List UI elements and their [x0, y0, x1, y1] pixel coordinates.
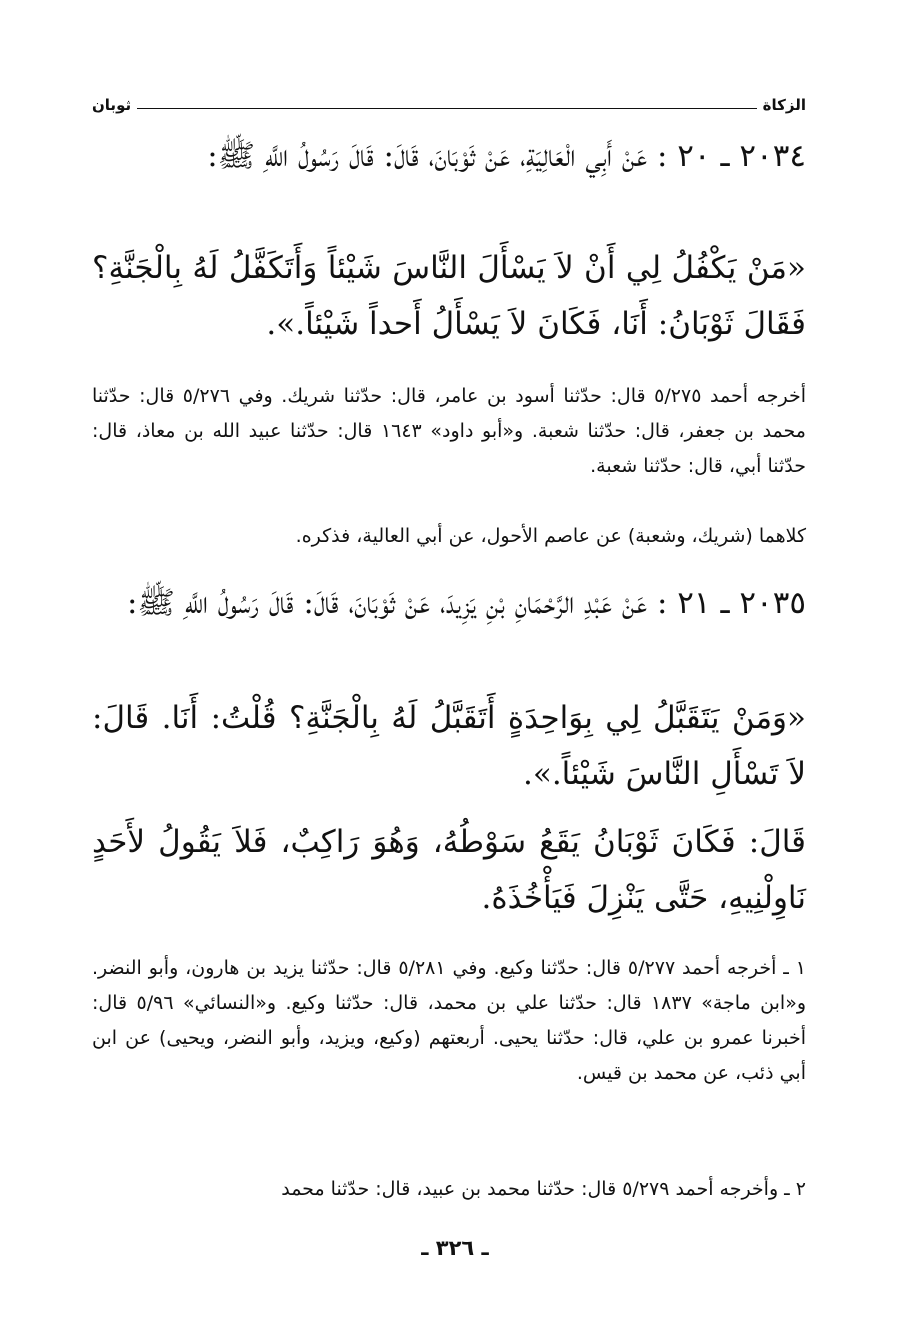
hadith-2035-matn: «وَمَنْ يَتَقَبَّلُ لِي بِوَاحِدَةٍ أَتَقَبَّلُ لَهُ بِالْجَنَّةِ؟ قُلْتُ: أَنَا. قَالَ: لاَ تَسْأَلِ النَّاسَ شَيْئاً.». — [92, 700, 806, 792]
hadith-2035-takhrij-2: ٢ ـ وأخرجه أحمد ٥/٢٧٩ قال: حدّثنا محمد بن عبيد، قال: حدّثنا محمد — [281, 1178, 806, 1200]
header-chapter-title: الزكاة — [762, 96, 806, 114]
header-rule — [137, 108, 757, 109]
hadith-2034-takhrij: أخرجه أحمد ٥/٢٧٥ قال: حدّثنا أسود بن عامر، قال: حدّثنا شريك. وفي ٥/٢٧٦ قال: حدّثنا محمد بن جعفر، قال: حدّثنا شعبة. و«أبو داود» ١٦٤٣ قال: حدّثنا عبيد الله بن معاذ، قال: حدّثنا أبي، قال: حدّثنا شعبة. — [92, 385, 807, 477]
running-header — [92, 90, 806, 114]
hadith-2034-summary: كلاهما (شريك، وشعبة) عن عاصم الأحول، عن أبي العالية، فذكره. — [295, 525, 806, 547]
hadith-2035-narration: قَالَ: فَكَانَ ثَوْبَانُ يَقَعُ سَوْطُهُ، وَهُوَ رَاكِبٌ، فَلاَ يَقُولُ لأَحَدٍ نَاوِلْنِيهِ، حَتَّى يَنْزِلَ فَيَأْخُذَهُ. — [92, 824, 806, 916]
header-companion-name: ثوبان — [92, 96, 132, 114]
hadith-2035-intro: ٢٠٣٥ ـ ٢١ : عَنْ عَبْدِ الرَّحْمَانِ بْنِ يَزِيدَ، عَنْ ثَوْبَانَ، قَالَ: قَالَ رَسُولُ اللَّهِ ﷺ: — [127, 585, 806, 621]
hadith-2034-matn: «مَنْ يَكْفُلُ لِي أَنْ لاَ يَسْأَلَ النَّاسَ شَيْئاً وَأَتَكَفَّلُ لَهُ بِالْجَنَّةِ؟ فَقَالَ ثَوْبَانُ: أَنَا، فَكَانَ لاَ يَسْأَلُ أَحداً شَيْئاً.». — [92, 250, 806, 342]
page-number: ـ ٣٢٦ ـ — [421, 1236, 489, 1260]
hadith-2034-intro: ٢٠٣٤ ـ ٢٠ : عَنْ أَبِي الْعَالِيَةِ، عَنْ ثَوْبَانَ، قَالَ: قَالَ رَسُولُ اللَّهِ ﷺ: — [207, 138, 806, 174]
hadith-2035-takhrij-1: ١ ـ أخرجه أحمد ٥/٢٧٧ قال: حدّثنا وكيع. وفي ٥/٢٨١ قال: حدّثنا يزيد بن هارون، وأبو النضر. و«ابن ماجة» ١٨٣٧ قال: حدّثنا علي بن محمد، قال: حدّثنا وكيع. و«النسائي» ٥/٩٦ قال: أخبرنا عمرو بن علي، قال: حدّثنا يحيى. أربعتهم (وكيع، ويزيد، وأبو النضر، ويحيى) عن ابن أبي ذئب، عن محمد بن قيس. — [92, 957, 807, 1084]
